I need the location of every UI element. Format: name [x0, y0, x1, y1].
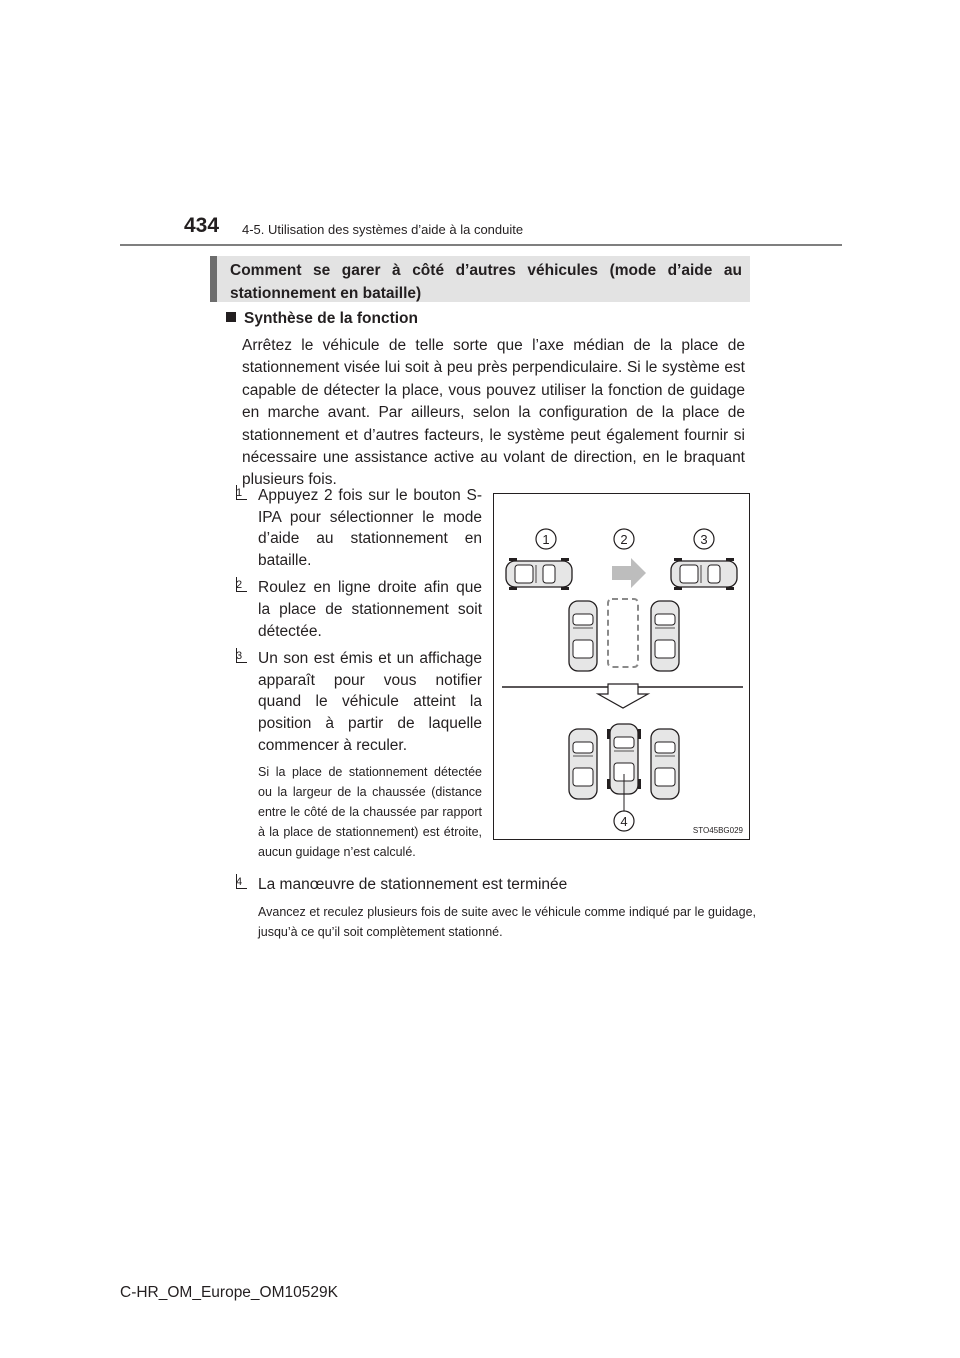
figure-code: STO45BG029 — [692, 826, 743, 835]
step-1 — [236, 485, 482, 571]
callout-2-number: 2 — [620, 532, 628, 547]
footer-doc-code: C-HR_OM_Europe_OM10529K — [120, 1284, 338, 1301]
header-divider — [120, 244, 842, 246]
intro-paragraph: Arrêtez le véhicule de telle sorte que l’axe médian de la place de stationnement visée lui soit à peu près perpendiculaire. Si le système est capable de détecter la place, vous pouvez utiliser la fonction de guidage en marche avant. Par ailleurs, selon la configuration de la place de stationnement et d’autres facteurs, le système peut également fournir si nécessaire une assistance active au volant de direction, en le braquant plusieurs fois. — [242, 337, 745, 489]
step-3-note: Si la place de stationnement détectée ou la largeur de la chaussée (distance entre le côté de la chaussée par rapport à la place de stationnement) est étroite, aucun guidage n’est calculé. — [258, 765, 482, 860]
step-number: 2 — [236, 577, 250, 594]
step-4-main — [236, 874, 756, 896]
square-bullet-icon — [226, 312, 236, 322]
step-text: Un son est émis et un affichage apparaît pour vous notifier quand le véhicule atteint la position à partir de laquelle commencer à reculer. — [258, 650, 482, 754]
step-text: La manœuvre de stationnement est terminée — [258, 876, 568, 893]
callout-4 — [614, 811, 634, 831]
step-number: 4 — [236, 874, 250, 891]
chapter-title: 4-5. Utilisation des systèmes d’aide à la conduite — [242, 222, 524, 237]
step-4-note: Avancez et reculez plusieurs fois de suite avec le véhicule comme indiqué par le guidage, jusqu’à ce qu’il soit complètement stationné. — [258, 904, 756, 939]
parked-car-left-bottom — [569, 729, 597, 799]
callout-1 — [536, 529, 556, 549]
step-2 — [236, 577, 482, 642]
callout-2 — [614, 529, 634, 549]
callout-4-number: 4 — [620, 814, 628, 829]
parking-diagram — [493, 493, 750, 840]
page-number: 434 — [184, 214, 220, 237]
step-number: 1 — [236, 485, 250, 502]
parked-car-right-top — [651, 601, 679, 671]
parked-car-left-top — [569, 601, 597, 671]
step-text: Roulez en ligne droite afin que la place de stationnement soit détectée. — [258, 579, 482, 640]
parked-car-right-bottom — [651, 729, 679, 799]
moving-car-start — [506, 558, 572, 590]
steps-list — [236, 485, 482, 862]
step-text: Appuyez 2 fois sur le bouton S-IPA pour sélectionner le mode d’aide au stationnement en bataille. — [258, 487, 482, 569]
callout-3 — [694, 529, 714, 549]
section-title: Comment se garer à côté d’autres véhicules (mode d’aide au stationnement en bataille) — [210, 256, 750, 302]
forward-arrow-icon — [612, 558, 646, 588]
callout-1-number: 1 — [542, 532, 550, 547]
target-parking-space — [608, 599, 638, 667]
step-4 — [236, 874, 756, 942]
subheading — [226, 310, 418, 328]
moving-car-end — [671, 558, 737, 590]
step-number: 3 — [236, 648, 250, 665]
step-3 — [236, 648, 482, 756]
callout-3-number: 3 — [700, 532, 708, 547]
subheading-text: Synthèse de la fonction — [244, 310, 418, 327]
